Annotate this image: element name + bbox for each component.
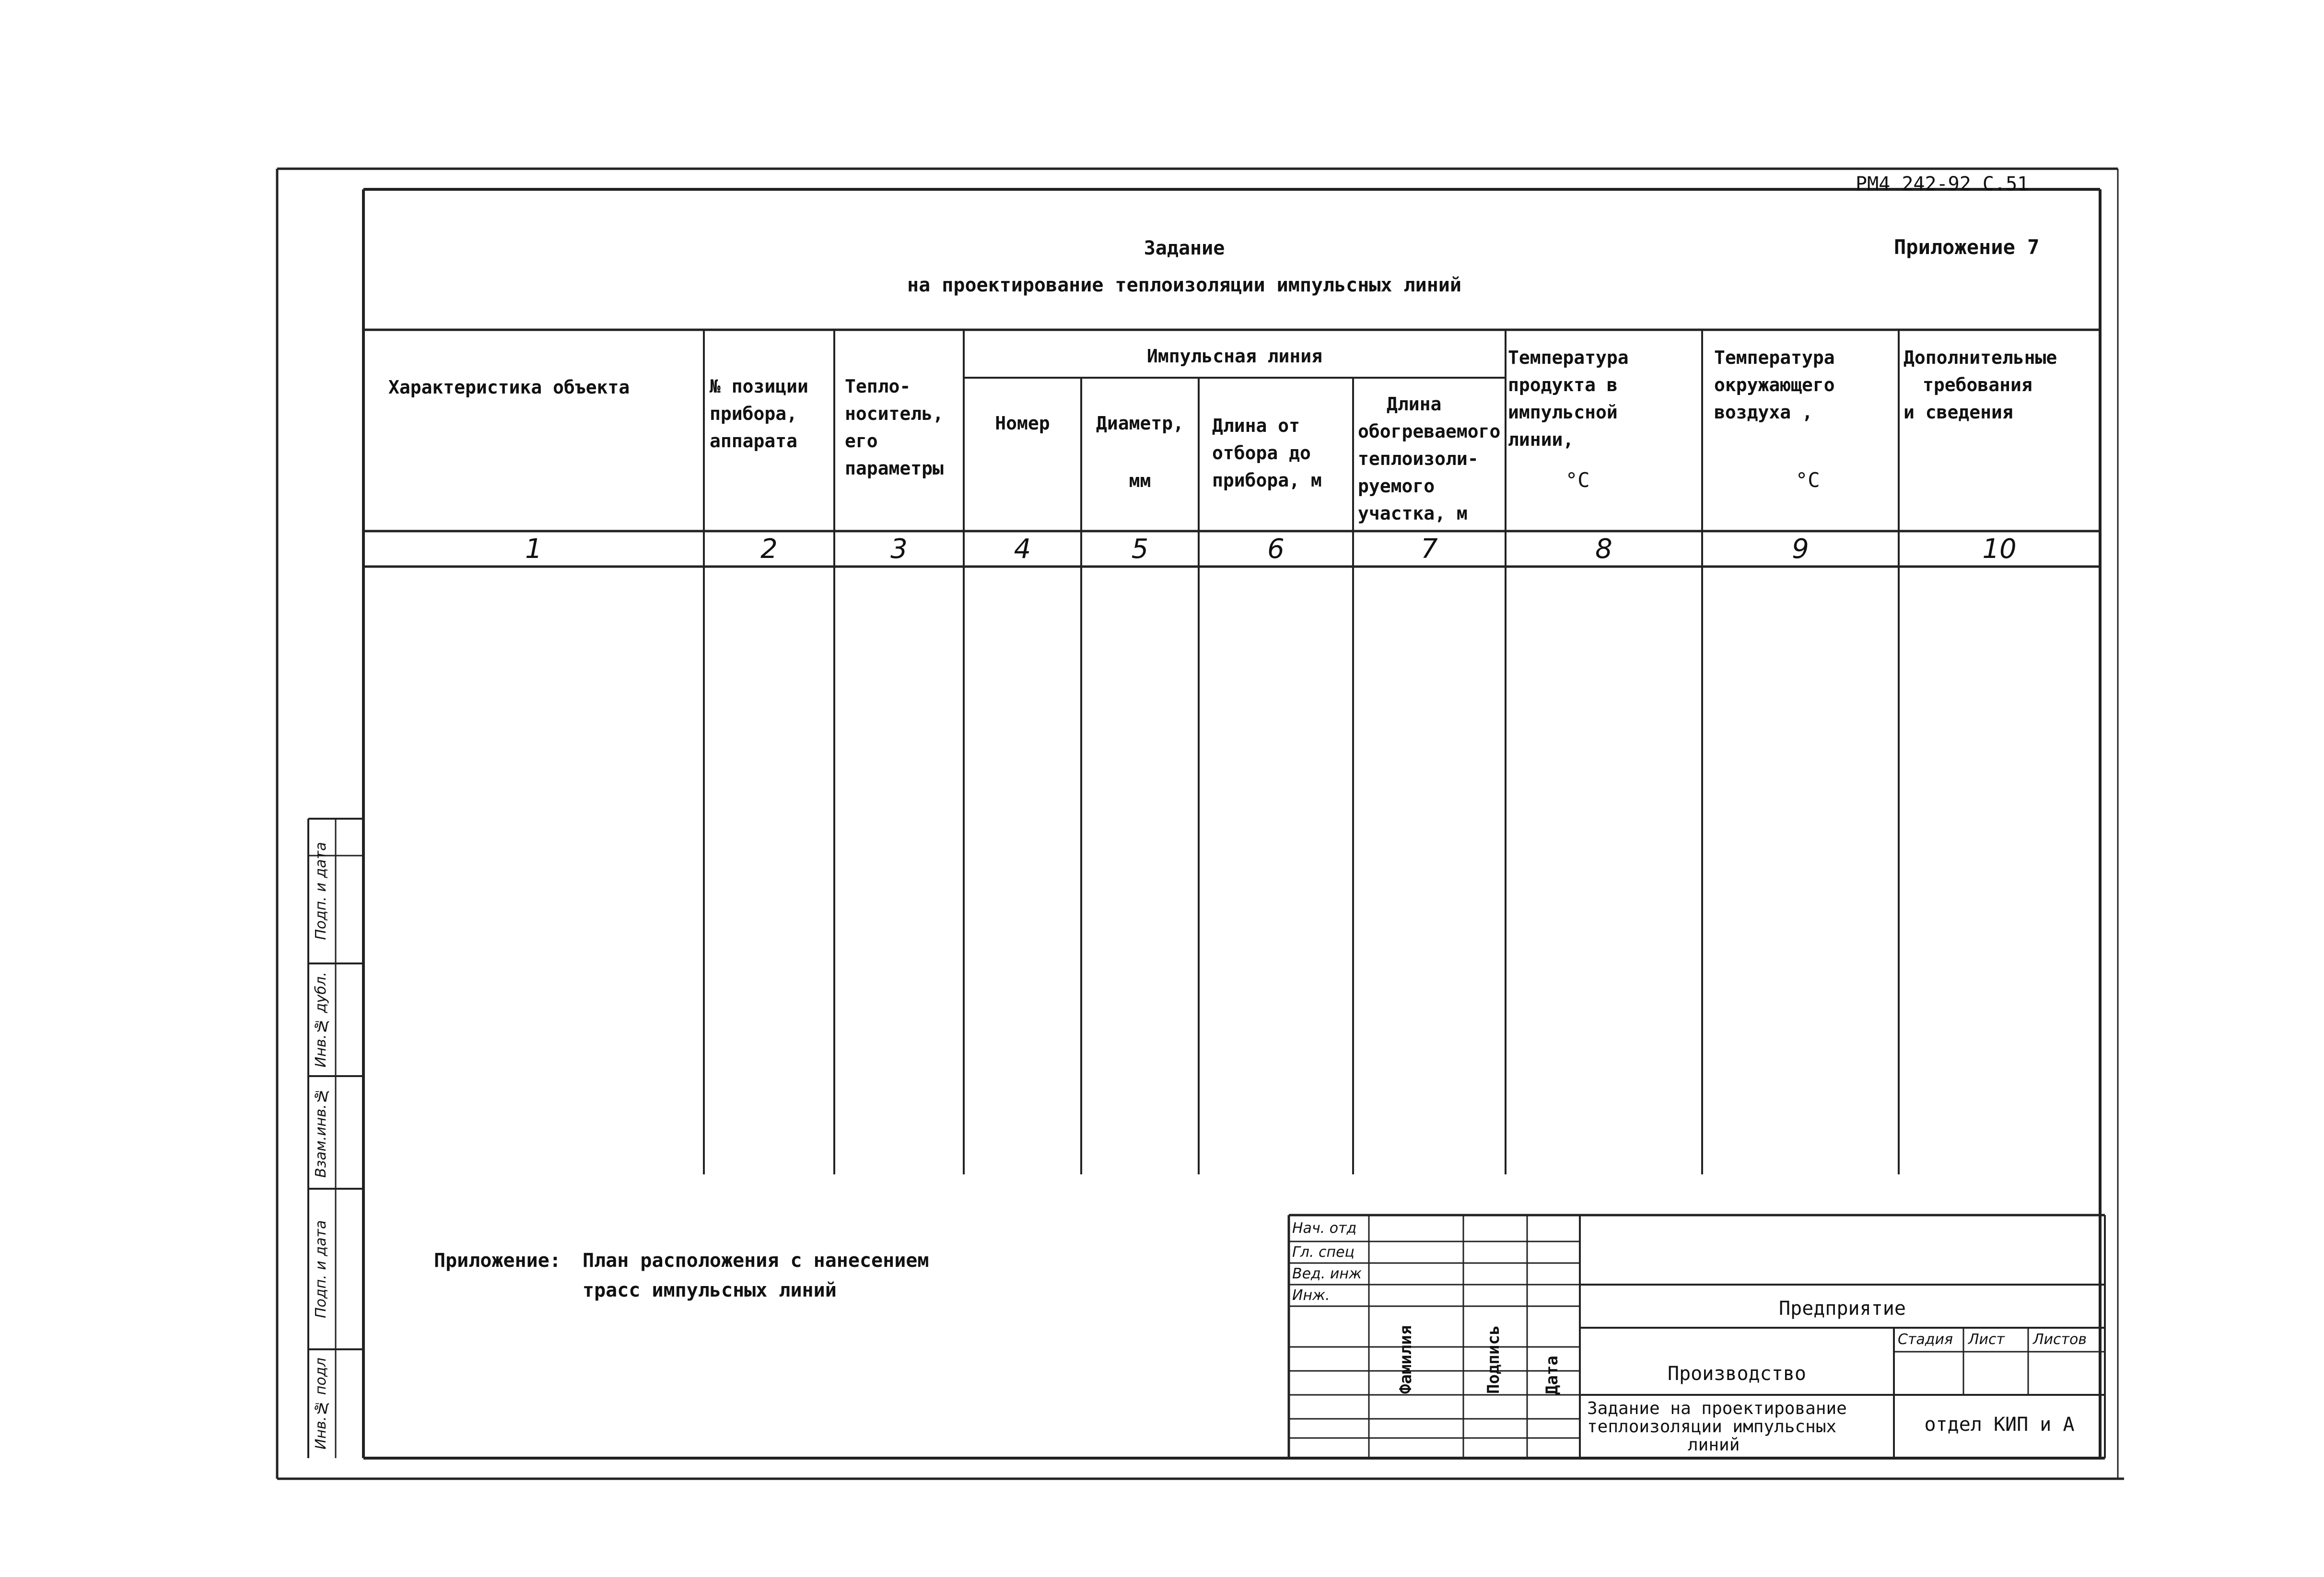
header-line: прибора, bbox=[710, 403, 798, 424]
column-number: 10 bbox=[1982, 533, 2017, 565]
impulse-line-group-header: Импульсная линия bbox=[1146, 346, 1323, 367]
col-length-header bbox=[1212, 412, 1322, 494]
column-number: 6 bbox=[1267, 533, 1285, 565]
stamp-department: отдел КИП и А bbox=[1924, 1414, 2075, 1436]
header-line: прибора, м bbox=[1212, 470, 1322, 491]
header-line: отбора до bbox=[1212, 442, 1311, 464]
appendix-label: Приложение 7 bbox=[1894, 235, 2040, 259]
column-number: 1 bbox=[525, 533, 542, 565]
stamp-production: Производство bbox=[1668, 1363, 1806, 1385]
col-position-header bbox=[710, 373, 808, 455]
col-object-header: Характеристика объекта bbox=[388, 377, 630, 398]
header-line: обогреваемого bbox=[1358, 421, 1501, 442]
stamp-sheet-header: Лист bbox=[1968, 1331, 2005, 1348]
stamp-role-head: Нач. отд bbox=[1292, 1220, 1357, 1237]
document-subtitle: на проектирование теплоизоляции импульсных линий bbox=[907, 274, 1461, 296]
stamp-role-chief-spec: Гл. спец bbox=[1292, 1244, 1355, 1261]
stamp-sheets-header: Листов bbox=[2033, 1331, 2087, 1348]
note-label: Приложение: bbox=[434, 1250, 561, 1272]
header-line: аппарата bbox=[710, 430, 798, 452]
col-number-header: Номер bbox=[995, 413, 1050, 434]
header-line: участка, м bbox=[1358, 503, 1468, 524]
header-line: № позиции bbox=[710, 376, 808, 397]
stamp-document-title bbox=[1587, 1400, 1847, 1454]
header-line: носитель, bbox=[845, 403, 944, 424]
header-line: продукта в bbox=[1508, 374, 1618, 395]
header-line: параметры bbox=[845, 458, 944, 479]
col-diameter-unit: мм bbox=[1129, 470, 1151, 491]
col-product-temp-header bbox=[1508, 344, 1629, 453]
strip-label-replacement-inv: Взам.инв.№ bbox=[313, 1087, 329, 1178]
column-number: 3 bbox=[890, 533, 908, 565]
stamp-role-eng: Инж. bbox=[1292, 1287, 1330, 1304]
header-line: воздуха , bbox=[1714, 402, 1813, 423]
header-line: Длина от bbox=[1212, 415, 1300, 436]
header-line: Дополнительные bbox=[1904, 347, 2057, 368]
header-line: и сведения bbox=[1904, 402, 2013, 423]
header-line: линии, bbox=[1508, 429, 1574, 450]
header-line: Тепло- bbox=[845, 376, 911, 397]
air-temp-unit: °C bbox=[1796, 468, 1820, 492]
header-line: его bbox=[845, 430, 878, 452]
column-number: 2 bbox=[760, 533, 778, 565]
stamp-role-lead-eng: Вед. инж bbox=[1292, 1265, 1362, 1282]
stamp-enterprise: Предприятие bbox=[1779, 1298, 1906, 1320]
note-line2: трасс импульсных линий bbox=[583, 1279, 837, 1301]
strip-label-original-inv: Инв.№ подл bbox=[313, 1357, 329, 1450]
col-air-temp-header bbox=[1714, 344, 1835, 426]
column-number: 5 bbox=[1131, 533, 1149, 565]
stamp-col-surname: Фамилия bbox=[1396, 1325, 1415, 1394]
header-line: Длина bbox=[1387, 394, 1442, 415]
col-diameter-header: Диаметр, bbox=[1096, 413, 1184, 434]
header-line: требования bbox=[1923, 374, 2032, 395]
column-number: 9 bbox=[1792, 533, 1809, 565]
header-line: теплоизоли- bbox=[1358, 448, 1479, 469]
strip-label-sign-date-2: Подп. и дата bbox=[313, 842, 329, 940]
col-heated-length-header bbox=[1358, 391, 1500, 527]
stamp-stage-header: Стадия bbox=[1898, 1331, 1953, 1348]
column-number: 7 bbox=[1421, 533, 1438, 565]
header-line: Температура bbox=[1714, 347, 1835, 368]
strip-label-duplicate-inv: Инв.№ дубл. bbox=[313, 972, 329, 1068]
col-additional-header bbox=[1904, 344, 2095, 426]
header-line: импульсной bbox=[1508, 402, 1618, 423]
note-line1: План расположения с нанесением bbox=[583, 1250, 929, 1272]
column-number: 4 bbox=[1014, 533, 1031, 565]
col-medium-header bbox=[845, 373, 944, 482]
document-title: Задание bbox=[1144, 237, 1225, 259]
stamp-title-line: линий bbox=[1688, 1435, 1740, 1455]
document-code: РМ4 242-92 С.51 bbox=[1856, 173, 2029, 195]
stamp-title-line: теплоизоляции импульсных bbox=[1587, 1416, 1837, 1437]
column-number: 8 bbox=[1595, 533, 1612, 565]
header-line: Температура bbox=[1508, 347, 1629, 368]
header-line: окружающего bbox=[1714, 374, 1835, 395]
stamp-col-date: Дата bbox=[1542, 1356, 1562, 1395]
stamp-col-signature: Подпись bbox=[1484, 1325, 1503, 1394]
header-line: руемого bbox=[1358, 475, 1435, 497]
product-temp-unit: °C bbox=[1565, 468, 1590, 492]
stamp-title-line: Задание на проектирование bbox=[1587, 1399, 1847, 1418]
strip-label-sign-date: Подп. и дата bbox=[313, 1220, 329, 1318]
